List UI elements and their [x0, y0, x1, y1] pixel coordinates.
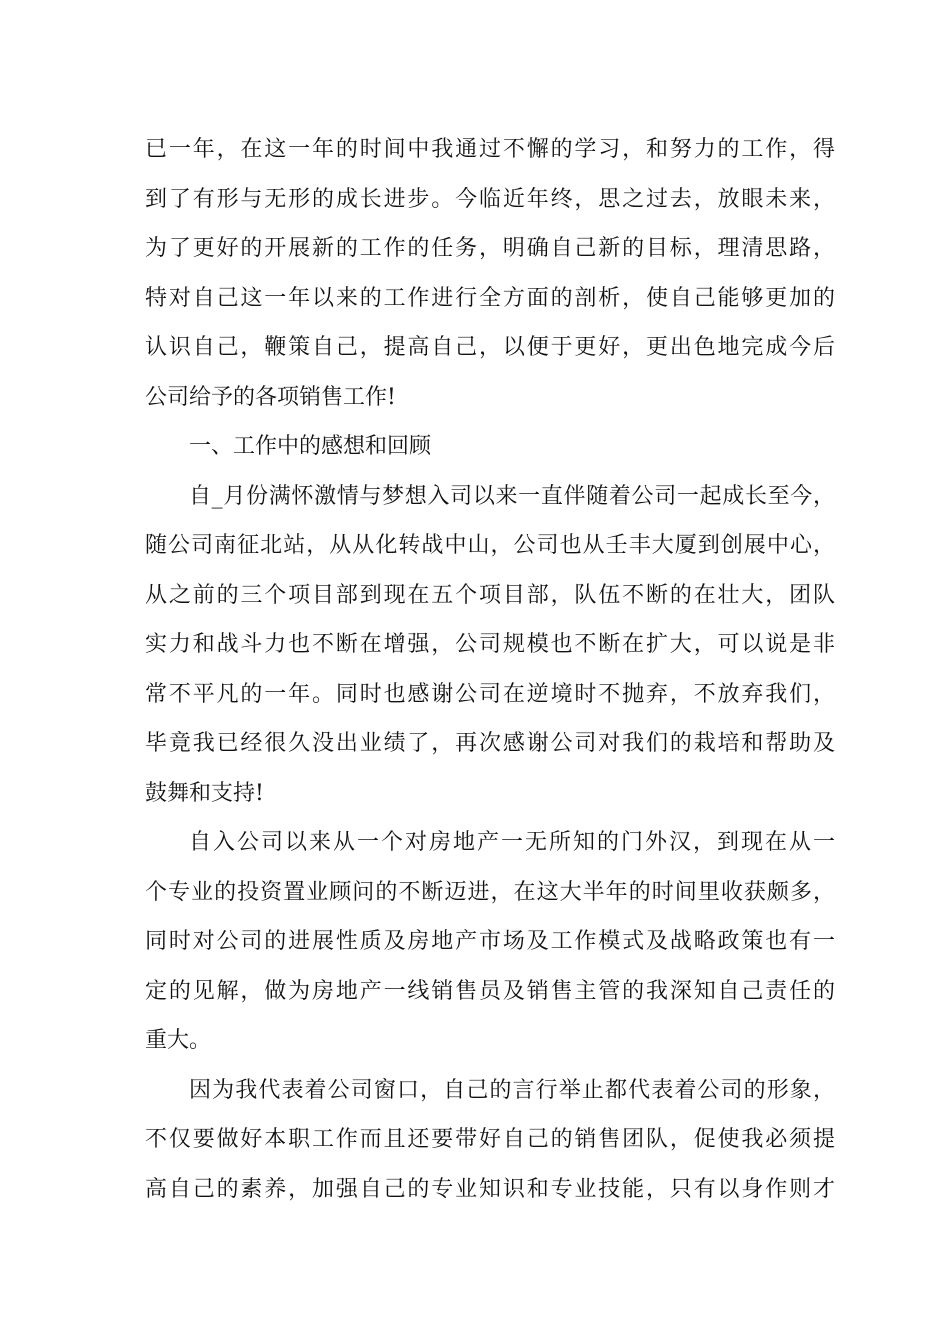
text-line: 同时对公司的进展性质及房地产市场及工作模式及战略政策也有一 [145, 929, 835, 954]
text-line: 鼓舞和支持! [145, 780, 264, 806]
text-line: 为了更好的开展新的工作的任务，明确自己新的目标，理清思路， [145, 236, 835, 261]
text-line: 常不平凡的一年。同时也感谢公司在逆境时不抛弃，不放弃我们， [145, 681, 835, 707]
text-line: 到了有形与无形的成长进步。今临近年终，思之过去，放眼未来， [145, 186, 835, 212]
text-line: 特对自己这一年以来的工作进行全方面的剖析，使自己能够更加的 [145, 285, 835, 311]
text-line: 不仅要做好本职工作而且还要带好自己的销售团队，促使我必须提 [145, 1127, 835, 1152]
text-line: 一、工作中的感想和回顾 [189, 434, 432, 459]
text-line: 认识自己，鞭策自己，提高自己，以便于更好，更出色地完成今后 [145, 335, 835, 360]
text-line: 定的见解，做为房地产一线销售员及销售主管的我深知自己责任的 [145, 978, 835, 1004]
text-line: 从之前的三个项目部到现在五个项目部，队伍不断的在壮大，团队 [145, 582, 835, 608]
text-line: 因为我代表着公司窗口，自己的言行举止都代表着公司的形象， [189, 1077, 835, 1103]
text-line: 已一年，在这一年的时间中我通过不懈的学习，和努力的工作，得 [145, 137, 835, 162]
text-line: 个专业的投资置业顾问的不断迈进，在这大半年的时间里收获颇多， [145, 879, 835, 905]
text-line: 自入公司以来从一个对房地产一无所知的门外汉，到现在从一 [189, 830, 835, 855]
text-line: 重大。 [145, 1028, 212, 1053]
text-line: 自_月份满怀激情与梦想入司以来一直伴随着公司一起成长至今， [189, 483, 835, 509]
text-line: 毕竟我已经很久没出业绩了，再次感谢公司对我们的栽培和帮助及 [145, 731, 835, 756]
text-line: 随公司南征北站，从从化转战中山，公司也从壬丰大厦到创展中心， [145, 533, 835, 558]
text-line: 高自己的素养，加强自己的专业知识和专业技能，只有以身作则才 [145, 1176, 835, 1202]
text-line: 公司给予的各项销售工作! [145, 384, 396, 410]
document-body [145, 125, 835, 1214]
text-line: 实力和战斗力也不断在增强，公司规模也不断在扩大，可以说是非 [145, 632, 835, 657]
